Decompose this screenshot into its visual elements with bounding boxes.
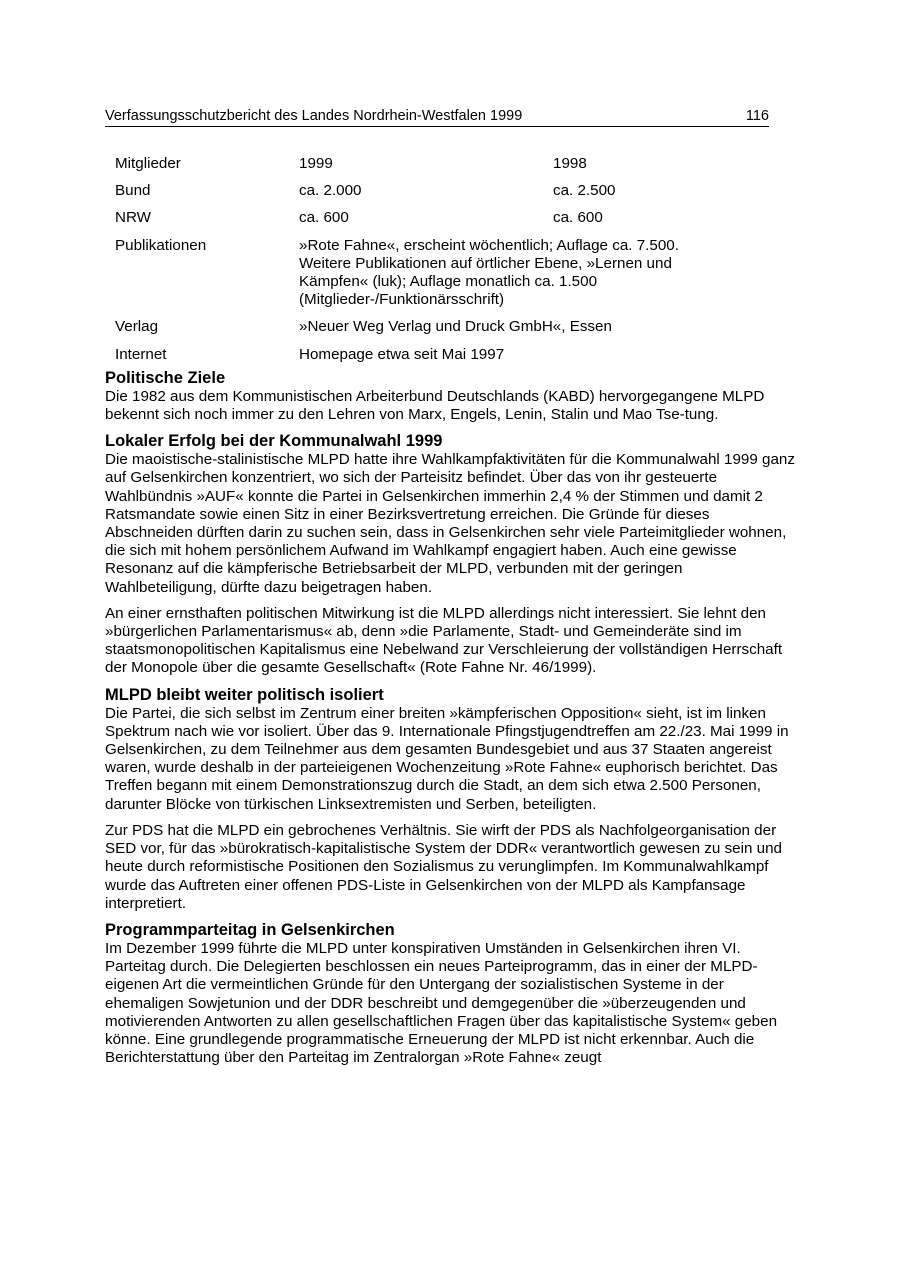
- section-heading: Programmparteitag in Gelsenkirchen: [105, 920, 395, 939]
- table-row: [115, 346, 795, 366]
- fact-value: ca. 600: [553, 209, 603, 227]
- table-row: [115, 182, 795, 209]
- fact-label: Internet: [115, 345, 167, 363]
- page-header: [105, 107, 769, 127]
- table-row: [115, 209, 795, 236]
- paragraph: Die maoistische-stalinistische MLPD hatte ihre Wahlkampfaktivitäten für die Kommunalwahl 1999 ganz auf Gelsenkirchen konzentriert, wo sich der Parteisitz befindet. Über das von ihr gesteuerte Wahlbündnis »AUF« konnte die Partei in Gelsenkirchen immerhin 2,4 % der Stimmen und damit 2 Ratsmandate sowie einen Sitz in einer Bezirksvertretung erreichen. Die Gründe für dieses Abschneiden dürften darin zu suchen sein, dass in Gelsenkirchen sehr viele Parteimitglieder wohnen, die sich mit hohem persönlichem Aufwand im Wahlkampf engagiert haben. Auch eine gewisse Resonanz auf die kämpferische Betriebsarbeit der MLPD, verbunden mit der geringen Wahlbeteiligung, dürfte dazu beigetragen haben.: [105, 451, 795, 596]
- paragraph: Die Partei, die sich selbst im Zentrum einer breiten »kämpferischen Opposition« sieht, ist im linken Spektrum nach wie vor isoliert. Über das 9. Internationale Pfingstjugendtreffen am 22./23. Mai 1999 in Gelsenkirchen, zu dem Teilnehmer aus dem gesamten Bundesgebiet und aus 37 Staaten angereist waren, wurde deshalb in der parteieigenen Wochenzeitung »Rote Fahne« euphorisch berichtet. Das Treffen begann mit einem Demonstrationszug durch die Stadt, an dem sich etwa 2.500 Personen, darunter Blöcke von türkischen Linksextremisten und Serben, beteiligten.: [105, 704, 789, 813]
- fact-label: NRW: [115, 209, 151, 227]
- paragraph: Zur PDS hat die MLPD ein gebrochenes Verhältnis. Sie wirft der PDS als Nachfolgeorganisation der SED vor, für das »bürokratisch-kapitalistische System der DDR« verantwortlich gewesen zu sein und heute durch reformistische Positionen den Sozialismus zu verunglimpfen. Im Kommunalwahlkampf wurde das Auftreten einer offenen PDS-Liste in Gelsenkirchen von der MLPD als Kampfansage interpretiert.: [105, 821, 782, 912]
- fact-value: ca. 600: [299, 209, 349, 227]
- section-heading: Politische Ziele: [105, 368, 226, 387]
- section-isolation: [105, 686, 795, 913]
- document-body: [105, 155, 795, 1075]
- section-local-election: [105, 432, 795, 677]
- facts-table: [115, 155, 795, 366]
- section-heading: MLPD bleibt weiter politisch isoliert: [105, 685, 384, 704]
- fact-value: ca. 2.000: [299, 182, 362, 200]
- table-row: [115, 237, 795, 319]
- fact-label: Mitglieder: [115, 155, 181, 172]
- fact-value: Homepage etwa seit Mai 1997: [299, 345, 505, 363]
- fact-label: Publikationen: [115, 236, 207, 254]
- fact-label: Bund: [115, 182, 151, 200]
- page-number: 116: [745, 108, 769, 124]
- fact-value: ca. 2.500: [553, 182, 616, 200]
- paragraph: An einer ernsthaften politischen Mitwirkung ist die MLPD allerdings nicht interessiert. Sie lehnt den »bürgerlichen Parlamentarismus« ab, denn »die Parlamente, Stadt- und Gemeinderäte sind im staatsmonopolitischen Kapitalismus eine Nebelwand zur Verschleierung der vollständigen Herrschaft der Monopole über die gesamte Gesellschaft« (Rote Fahne Nr. 46/1999).: [105, 604, 783, 677]
- fact-value: 1999: [299, 155, 333, 172]
- fact-value: 1998: [553, 155, 587, 172]
- paragraph: Die 1982 aus dem Kommunistischen Arbeiterbund Deutschlands (KABD) hervorgegangene MLPD bekennt sich noch immer zu den Lehren von Marx, Engels, Lenin, Stalin und Mao Tse-tung.: [105, 387, 765, 424]
- fact-value: »Rote Fahne«, erscheint wöchentlich; Auflage ca. 7.500. Weitere Publikationen auf örtlicher Ebene, »Lernen und Kämpfen« (luk); Auflage monatlich ca. 1.500 (Mitglieder-/Funktionärsschrift): [299, 236, 679, 309]
- section-party-congress: [105, 921, 795, 1067]
- fact-label: Verlag: [115, 318, 159, 336]
- paragraph: Im Dezember 1999 führte die MLPD unter konspirativen Umständen in Gelsenkirchen ihren VI. Parteitag durch. Die Delegierten beschlossen ein neues Parteiprogramm, das in einer der MLPD-eigenen Art die vermeintlichen Gründe für den Untergang der sozialistischen Systeme in der ehemaligen Sowjetunion und der DDR beschreibt und demgegenüber die »überzeugenden und motivierenden Antworten zu allen gesellschaftlichen Fragen über das kapitalistische System« geben könne. Eine grundlegende programmatische Erneuerung der MLPD ist nicht erkennbar. Auch die Berichterstattung über den Parteitag im Zentralorgan »Rote Fahne« zeugt: [105, 939, 778, 1067]
- table-row: [115, 318, 795, 345]
- section-political-goals: [105, 369, 795, 424]
- section-heading: Lokaler Erfolg bei der Kommunalwahl 1999: [105, 432, 443, 451]
- table-row: [115, 155, 795, 182]
- header-title: Verfassungsschutzbericht des Landes Nordrhein-Westfalen 1999: [105, 108, 523, 124]
- fact-value: »Neuer Weg Verlag und Druck GmbH«, Essen: [299, 318, 612, 336]
